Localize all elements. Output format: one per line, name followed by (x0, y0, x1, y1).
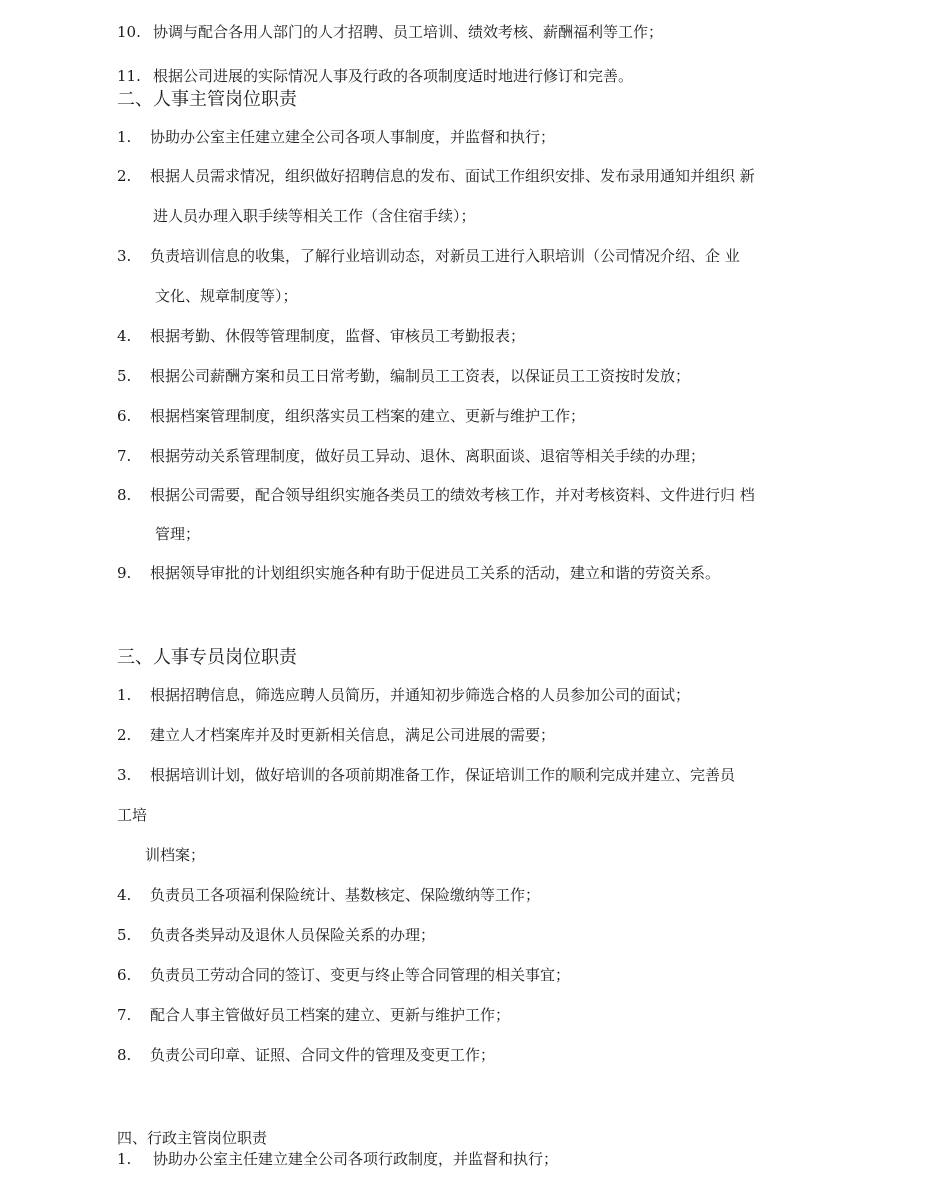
list-item (117, 446, 705, 466)
section-heading: 三、人事专员岗位职责 (117, 647, 297, 668)
list-item (117, 685, 690, 705)
item-number: 3. (117, 766, 132, 784)
section-heading: 四、行政主管岗位职责 (117, 1129, 268, 1147)
list-item (117, 965, 570, 985)
list-item-continuation: 文化、规章制度等）； (155, 287, 298, 305)
item-text: 根据公司需要，配合领导组织实施各类员工的绩效考核工作，并对考核资料、文件进行归 档 (150, 486, 755, 504)
list-item (117, 765, 735, 785)
list-item (117, 366, 690, 386)
item-text: 根据培训计划，做好培训的各项前期准备工作，保证培训工作的顺利完成并建立、完善员 (150, 766, 736, 784)
item-text: 负责各类异动及退休人员保险关系的办理； (150, 926, 436, 944)
list-item (117, 406, 585, 426)
list-item (117, 1149, 558, 1169)
item-number: 4. (117, 886, 132, 904)
item-text: 协助办公室主任建立建全公司各项行政制度，并监督和执行； (153, 1150, 559, 1168)
item-text: 根据领导审批的计划组织实施各种有助于促进员工关系的活动，建立和谐的劳资关系。 (150, 564, 721, 582)
item-text: 协调与配合各用人部门的人才招聘、员工培训、绩效考核、薪酬福利等工作； (153, 23, 664, 41)
list-item (117, 485, 755, 505)
item-number: 11. (117, 67, 141, 85)
item-text: 根据公司进展的实际情况人事及行政的各项制度适时地进行修订和完善。 (153, 67, 634, 85)
item-number: 1. (117, 128, 132, 146)
list-item (117, 66, 633, 86)
item-text: 配合人事主管做好员工档案的建立、更新与维护工作； (150, 1006, 511, 1024)
list-item (117, 127, 555, 147)
item-number: 3. (117, 247, 132, 265)
item-text: 负责员工劳动合同的签订、变更与终止等合同管理的相关事宜； (150, 966, 571, 984)
item-text: 负责员工各项福利保险统计、基数核定、保险缴纳等工作； (150, 886, 541, 904)
list-item (117, 326, 525, 346)
item-text: 建立人才档案库并及时更新相关信息，满足公司进展的需要； (150, 726, 556, 744)
item-number: 1. (117, 1150, 132, 1168)
list-item (117, 925, 435, 945)
item-number: 5. (117, 367, 132, 385)
item-number: 10. (117, 23, 141, 41)
list-item (117, 885, 540, 905)
item-number: 8. (117, 1046, 132, 1064)
list-item (117, 725, 555, 745)
list-item (117, 246, 740, 266)
item-number: 7. (117, 1006, 132, 1024)
item-text: 协助办公室主任建立建全公司各项人事制度，并监督和执行； (150, 128, 556, 146)
list-item-continuation: 管理； (155, 525, 201, 543)
item-text: 负责公司印章、证照、合同文件的管理及变更工作； (150, 1046, 496, 1064)
item-number: 2. (117, 167, 132, 185)
item-text: 根据招聘信息，筛选应聘人员简历，并通知初步筛选合格的人员参加公司的面试； (150, 686, 691, 704)
list-item-continuation: 进人员办理入职手续等相关工作（含住宿手续）； (153, 207, 476, 225)
item-number: 5. (117, 926, 132, 944)
item-text: 根据考勤、休假等管理制度，监督、审核员工考勤报表； (150, 327, 526, 345)
list-item (117, 22, 663, 42)
list-item (117, 563, 720, 583)
list-item-continuation: 工培 (117, 806, 148, 824)
item-number: 2. (117, 726, 132, 744)
item-text: 负责培训信息的收集，了解行业培训动态，对新员工进行入职培训（公司情况介绍、企 业 (150, 247, 740, 265)
item-number: 9. (117, 564, 132, 582)
item-number: 1. (117, 686, 132, 704)
item-number: 8. (117, 486, 132, 504)
list-item (117, 166, 755, 186)
item-text: 根据档案管理制度，组织落实员工档案的建立、更新与维护工作； (150, 407, 586, 425)
item-number: 6. (117, 966, 132, 984)
section-heading: 二、人事主管岗位职责 (117, 89, 297, 110)
item-number: 4. (117, 327, 132, 345)
item-text: 根据人员需求情况，组织做好招聘信息的发布、面试工作组织安排、发布录用通知并组织 新 (150, 167, 755, 185)
list-item (117, 1045, 495, 1065)
item-text: 根据公司薪酬方案和员工日常考勤，编制员工工资表，以保证员工工资按时发放； (150, 367, 691, 385)
item-number: 7. (117, 447, 132, 465)
item-number: 6. (117, 407, 132, 425)
item-text: 根据劳动关系管理制度，做好员工异动、退休、离职面谈、退宿等相关手续的办理； (150, 447, 706, 465)
list-item (117, 1005, 510, 1025)
list-item-continuation: 训档案； (145, 846, 206, 864)
